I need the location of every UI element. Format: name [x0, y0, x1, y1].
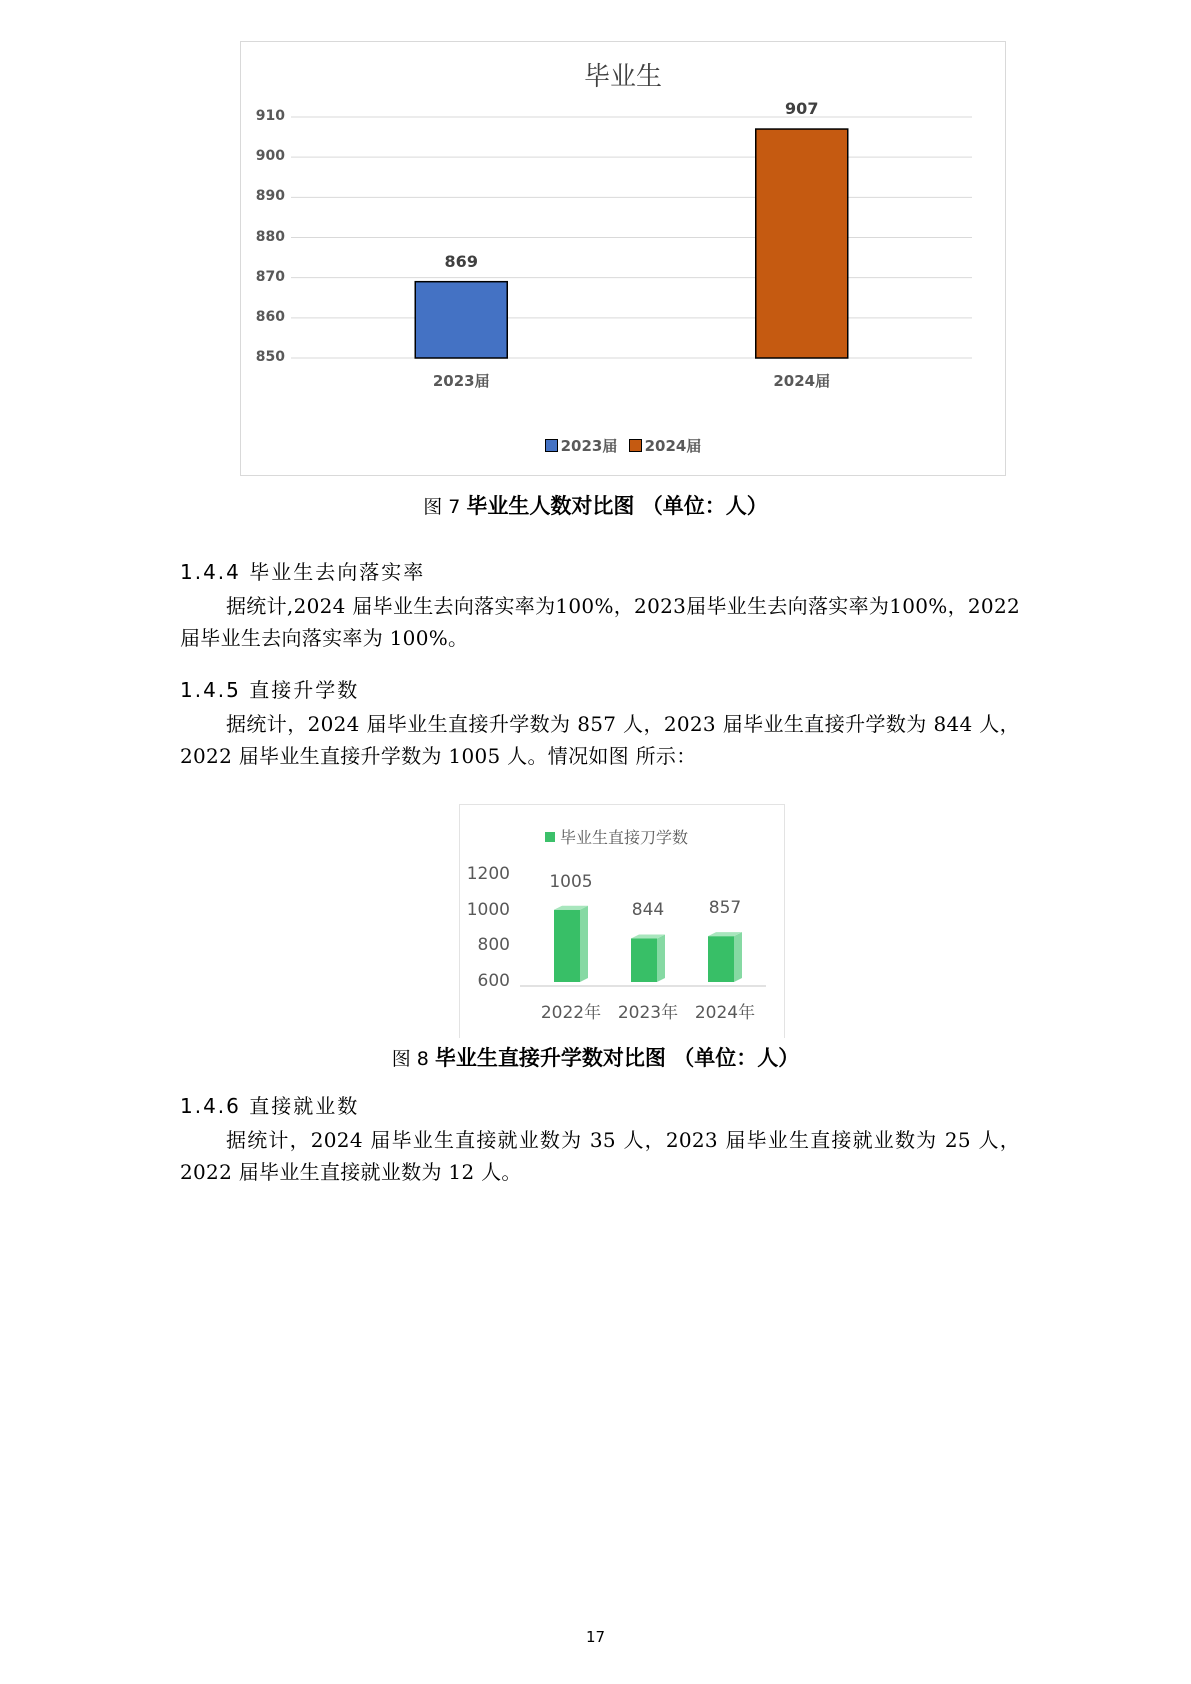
chart2-bar-2022年	[554, 906, 588, 982]
chart2-x-tick-2022年: 2022年	[540, 1003, 602, 1023]
y-tick-900: 900	[255, 148, 285, 165]
legend-swatch-2023	[545, 439, 558, 452]
legend-swatch-2024	[629, 439, 642, 452]
y-tick-890: 890	[255, 188, 285, 205]
figure-8-caption-text: 毕业生直接升学数对比图 （单位：人）	[434, 1046, 800, 1070]
chart2-data-label-2023年: 844	[631, 900, 665, 921]
figure-8-number: 图 8	[391, 1048, 429, 1070]
y-tick-850: 850	[255, 349, 285, 365]
chart2-y-tick-800: 800	[477, 935, 510, 956]
chart2-y-tick-1200: 1200	[466, 864, 510, 884]
chart2-legend-label: 毕业生直接刀学数	[560, 828, 689, 847]
x-tick-2024届: 2024届	[773, 372, 831, 390]
y-tick-910: 910	[255, 108, 285, 124]
chart2-x-tick-2024年: 2024年	[694, 1003, 756, 1023]
graduates-chart-plot	[241, 42, 1007, 477]
y-tick-860: 860	[255, 308, 285, 325]
direct-further-study-chart	[459, 804, 785, 1038]
section-1-4-4-heading: 1.4.4 毕业生去向落实率	[180, 560, 426, 584]
y-tick-880: 880	[255, 228, 285, 245]
chart2-bar-2023年	[631, 934, 665, 982]
page-number: 17	[585, 1628, 606, 1646]
chart2-data-label-2022年: 1005	[549, 871, 593, 892]
figure-8-caption	[0, 1042, 1191, 1072]
figure-7-number: 图 7	[423, 496, 461, 518]
legend-label-2024: 2024届	[644, 437, 702, 455]
section-1-4-5-paragraph: 据统计，2024 届毕业生直接升学数为 857 人，2023 届毕业生直接升学数为 844 人，2022 届毕业生直接升学数为 1005 人。情况如图 所示：	[180, 712, 1020, 768]
chart2-data-label-2024年: 857	[708, 898, 742, 919]
chart-legend	[241, 435, 1005, 456]
figure-7-caption-text: 毕业生人数对比图 （单位：人）	[466, 494, 768, 518]
bar-2023届	[415, 282, 507, 358]
x-tick-2023届: 2023届	[432, 372, 490, 390]
legend-item-2023	[545, 435, 618, 456]
chart2-y-tick-1000: 1000	[466, 899, 510, 920]
legend-item-2024	[629, 435, 702, 456]
bar-2024届	[756, 129, 848, 358]
section-1-4-5-heading: 1.4.5 直接升学数	[180, 678, 360, 702]
chart2-legend	[545, 825, 688, 848]
data-label-2024届: 907	[785, 99, 819, 119]
figure-7-caption	[0, 490, 1191, 520]
data-label-2023届: 869	[444, 251, 478, 271]
y-tick-870: 870	[255, 268, 285, 285]
chart2-legend-swatch	[545, 832, 555, 842]
chart-title: 毕业生	[583, 62, 662, 92]
section-1-4-4-paragraph: 据统计,2024 届毕业生去向落实率为100%，2023届毕业生去向落实率为100%，2022届毕业生去向落实率为 100%。	[180, 594, 1020, 650]
chart2-y-tick-600: 600	[477, 971, 510, 991]
graduates-bar-chart	[240, 41, 1006, 476]
section-1-4-6-heading: 1.4.6 直接就业数	[180, 1094, 360, 1118]
chart2-x-tick-2023年: 2023年	[617, 1003, 679, 1023]
legend-label-2023: 2023届	[560, 437, 618, 455]
section-1-4-6-paragraph: 据统计，2024 届毕业生直接就业数为 35 人，2023 届毕业生直接就业数为 25 人，2022 届毕业生直接就业数为 12 人。	[180, 1128, 1020, 1184]
chart2-bar-2024年	[708, 932, 742, 982]
